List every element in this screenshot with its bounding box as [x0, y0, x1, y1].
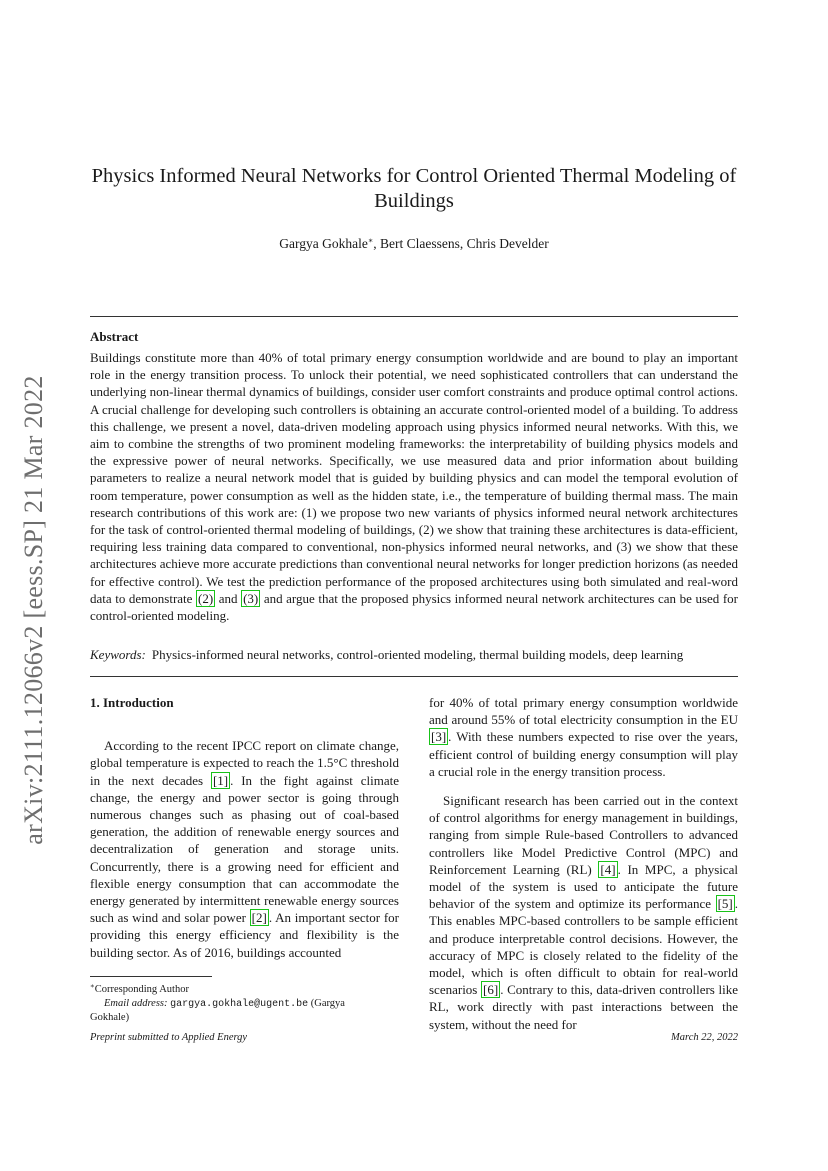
paragraph-text: . An important sector for providing this energy efficiency and flexibility is the building sector. As of 2016, buildings accounted — [90, 910, 399, 960]
paragraph-text: . This enables MPC-based controllers to be sample efficient and produce interpretable control decisions. However, the accuracy of MPC is closely related to the fidelity of the model, which is often difficult to obtain for real-world scenarios — [429, 896, 739, 998]
arxiv-identifier: arXiv:2111.12066v2 [eess.SP] 21 Mar 2022 — [19, 375, 48, 845]
paper-title: Physics Informed Neural Networks for Control Oriented Thermal Modeling of Buildings — [91, 165, 737, 212]
citation-link[interactable]: [4] — [600, 861, 616, 877]
footnote-divider — [90, 976, 212, 977]
paragraph-text: for 40% of total primary energy consumption worldwide and around 55% of total electricity consumption in the EU — [429, 695, 738, 728]
bottom-divider — [90, 676, 738, 677]
top-divider — [90, 316, 738, 317]
abstract-text-tail: and argue that the proposed physics informed neural network architectures can be used for control-oriented modeling. — [90, 590, 738, 624]
equation-reference[interactable]: (2) — [198, 590, 214, 606]
footnote — [90, 980, 380, 1025]
paragraph-text: . Contrary to this, data-driven controllers like RL, work directly with past interactions between the system, without the need for — [429, 982, 738, 1032]
abstract-body — [90, 349, 738, 624]
footnote-mark: ∗ — [90, 982, 95, 990]
section-heading: 1. Introduction — [90, 695, 174, 710]
arxiv-side-stamp — [13, 350, 55, 870]
corresponding-author-mark: ∗ — [367, 236, 374, 245]
email-label: Email address: — [104, 997, 168, 1009]
footnote-line — [90, 980, 380, 997]
left-column — [90, 694, 399, 961]
paragraph-text: . In MPC, a physical model of the system is used to anticipate the future behavior of the system and optimize its performance — [429, 861, 739, 912]
paragraph-text: . With these numbers expected to rise over the years, efficient control of building energy consumption will play a crucial role in the energy transition process. — [429, 729, 738, 779]
equation-reference[interactable]: (3) — [243, 590, 259, 606]
paragraph-text: Significant research has been carried out in the context of control algorithms for energy management in buildings, ranging from simple Rule-based Controllers to advanced controllers like Model Predictive Control (MPC) and Reinforcement Learning (RL) — [429, 793, 738, 877]
footer-date: March 22, 2022 — [671, 1032, 738, 1043]
citation-link[interactable]: [2] — [251, 910, 267, 926]
email-owner: (Gargya Gokhale) — [90, 997, 345, 1023]
citation-link[interactable]: [3] — [431, 729, 447, 745]
coauthor-names: , Bert Claessens, Chris Develder — [373, 236, 549, 251]
abstract-heading: Abstract — [90, 329, 139, 344]
abstract-text: Buildings constitute more than 40% of total primary energy consumption worldwide and are bound to play an important role in the energy transition process. To unlock their potential, we need sophisticated controllers that can understand the underlying non-linear thermal dynamics of buildings, consider user comfort constraints and produce optimal control actions. A crucial challenge for developing such controllers is obtaining an accurate control-oriented model of a building. To address this challenge, we present a novel, data-driven modeling approach using physics informed neural networks. With this, we aim to combine the strengths of two prominent modeling frameworks: the interpretability of building physics models and the expressive power of neural networks. Specifically, we use measured data and prior information about building parameters to realize a neural network model that is guided by building physics and can model the temporal evolution of room temperature, power consumption as well as the hidden state, i.e., the temperature of building thermal mass. The main research contributions of this work are: (1) we propose two new variants of physics informed neural network architectures for the task of control-oriented thermal modeling of buildings, (2) we show that training these architectures is data-efficient, requiring less training data compared to conventional, non-physics informed neural networks, and (3) we show that these architectures achieve more accurate predictions than conventional neural networks for longer prediction horizons (as needed for effective control). We test the prediction performance of the proposed architectures using both simulated and real-word data to demonstrate — [90, 350, 738, 606]
footnote-email-line — [90, 997, 380, 1025]
citation-link[interactable]: [1] — [212, 772, 229, 788]
paragraph — [429, 694, 738, 780]
keywords-text: Physics-informed neural networks, control-oriented modeling, thermal building models, deep learning — [151, 647, 684, 662]
paragraph — [90, 737, 399, 961]
abstract-text-mid: and — [218, 590, 238, 606]
paragraph-text: . In the fight against climate change, the energy and power sector is going through numerous changes such as phasing out of coal-based generation, the addition of renewable energy sources and decentralization of generation and storage units. Concurrently, there is a growing need for efficient and flexible energy consumption that can accommodate the energy generated by intermittent renewable energy sources such as wind and solar power — [90, 772, 400, 926]
author-list — [90, 236, 738, 252]
author-name: Gargya Gokhale — [279, 236, 368, 251]
paragraph — [429, 792, 738, 1033]
right-column — [429, 694, 738, 1033]
footnote-text: Corresponding Author — [94, 984, 189, 995]
email-link[interactable]: gargya.gokhale@ugent.be — [170, 998, 309, 1010]
footer-venue: Preprint submitted to Applied Energy — [90, 1032, 248, 1043]
citation-link[interactable]: [5] — [717, 896, 733, 912]
paragraph-text: According to the recent IPCC report on climate change, global temperature is expected to reach the 1.5°C threshold in the next decades — [90, 738, 399, 788]
citation-link[interactable]: [6] — [483, 982, 499, 998]
keywords-label: Keywords: — [90, 647, 146, 662]
keywords-line — [90, 647, 738, 663]
